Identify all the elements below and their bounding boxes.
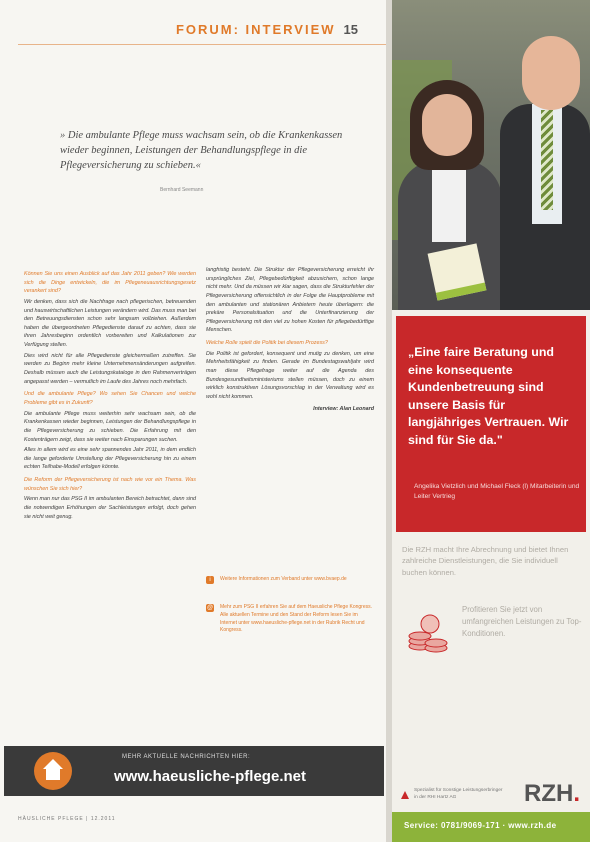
ad-text: Die RZH macht Ihre Abrechnung und bietet Ihnen zahlreiche Dienstleistungen, die Sie individuell buchen können.	[402, 545, 569, 577]
article-column-right	[206, 266, 374, 415]
section-title: FORUM: INTERVIEW	[175, 22, 336, 37]
interview-answer: Wir denken, dass sich die Nachfrage nach pflegerischen, betreuenden und hauswirtschaftlichen Leistungen verändern wird. Das muss man bei den Betreuungsdiensten schon sehr langsam vollziehen. Außerdem haben die übergeordneten Pflegedienste darauf zu achten, dass sie ihren Jahresbeginn ordentlich vorbereiten und Kalkulationen zur Verfügung stellen.	[24, 298, 196, 349]
info-icon: i	[206, 576, 214, 584]
ad-names: Angelika Vietzlich und Michael Fleck (l) Mitarbeiterin und Leiter Vertrieg	[414, 483, 580, 500]
rzh-logo: RZH.	[524, 780, 580, 807]
ad-quote-box	[396, 316, 586, 532]
info-box	[206, 576, 374, 584]
interview-answer: Dies wird nicht für alle Pflegedienste gleichermaßen zutreffen. Sie werden zu Beginn mehr kleine Unternehmensänderungen aufgreifen. Deshalb müssen auch die Leistungskataloge in den Rahmenverträgen angepasst werden – vermutlich im Laufe des Jahres noch mehrfach.	[24, 352, 196, 385]
header-rule	[18, 44, 386, 45]
interview-answer: Die ambulante Pflege muss weiterhin sehr wachsam sein, ob die Krankenkassen wieder beginnen, Leistungen der Behandlungspflege in die Pflegeversicherung zu schieben. Die Erfahrung mit den Kostenträgern zeigt, dass sie weiter nach Einsparungen suchen.	[24, 410, 196, 443]
banner-url[interactable]: www.haeusliche-pflege.net	[114, 768, 306, 785]
contact-bar[interactable]	[392, 812, 590, 842]
interview-answer: Wenn man nur das PSG II im ambulanten Bereich betrachtet, dann sind die notwendigen Erhöhungen der Sachleistungen erfolgt, doch gehen sie nicht weit genug.	[24, 496, 196, 520]
house-icon	[34, 752, 72, 790]
web-banner[interactable]	[4, 746, 384, 796]
rzh-logo-area	[396, 778, 586, 808]
contact-text[interactable]: Service: 0781/9069-171 · www.rzh.de	[404, 821, 557, 830]
web-icon: @	[206, 605, 214, 611]
info-box-text: Weitere Informationen zum Verband unter www.bvaep.de	[220, 576, 347, 582]
interview-question: Welche Rolle spielt die Politik bei diesem Prozess?	[206, 340, 328, 347]
leaf-icon	[400, 790, 410, 800]
banner-caption: MEHR AKTUELLE NACHRICHTEN HIER:	[122, 754, 251, 760]
interview-question: Können Sie uns einen Ausblick auf das Jahr 2011 geben? Wie werden sich die Dinge entwickeln, die im Pflegeneuausrichtungsgesetz verankert sind?	[24, 271, 196, 295]
page-number: 15	[343, 22, 358, 37]
article-column-left	[24, 266, 196, 523]
interview-answer: langfristig besteht. Die Struktur der Pflegeversicherung erreicht ihr ursprüngliches Ziel, Pflegebedürftigkeit abzusichern, schon lange nicht mehr. Und da müssen wir klar sagen, dass die Strukturfehler der Pflegeversicherung offensichtlich in der Folge die Hauptprobleme mit den ambulanten und stationären Anbietern heute überlagern: die prekäre Personalsituation und die Unterfinanzierung der Pflegeversicherung mit den viel zu hohen Kosten für pflegebedürftige Menschen.	[206, 267, 374, 334]
interview-answer: Alles in allem wird es eine sehr spannendes Jahr 2011, in dem endlich die lange geforderte Umstellung der Pflegeversicherung hin zu einem echten Teilhabe-Modell erfolgen könnte.	[24, 447, 196, 471]
coins-icon	[406, 612, 450, 656]
interview-question: Und die ambulante Pflege? Wo sehen Sie Chancen und welche Probleme gibt es in Zukunft?	[24, 391, 196, 406]
logo-caption: Spezialist für Sonstige Leistungserbringer in der RHI Hartz AG	[414, 788, 503, 800]
pull-quote-author: Bernhard Seemann	[160, 187, 204, 193]
section-header	[176, 22, 358, 37]
interview-answer: Die Politik ist gefordert, konsequent und mutig zu denken, um eine Mehrheitsfähigkeit zu finden. Gerade im Bundestagswahljahr wird man diese Pflegefrage weiter auf die Agenda des Bundesgesundheitsministeriums stellen müssen, doch zu einem wirklich konstruktiven Lösungsvorschlag in der Verwaltung wird es wohl nicht kommen.	[206, 350, 374, 400]
ad-offer-text: Profitieren Sie jetzt von umfangreichen Leistungen zu Top-Konditionen.	[462, 605, 582, 639]
ad-quote: „Eine faire Beratung und eine konsequente Kundenbetreuung sind unsere Basis für langjähriges Vertrauen. Wir sind für Sie da."	[408, 345, 569, 448]
interview-signature: Interview: Alan Leonard	[313, 405, 374, 412]
info-box	[206, 604, 374, 635]
pull-quote: » Die ambulante Pflege muss wachsam sein, ob die Krankenkassen wieder beginnen, Leistungen der Behandlungspflege in die Pflegeversicherung zu schieben.«	[60, 130, 343, 172]
advertisement	[392, 0, 590, 842]
info-box-text: Mehr zum PSG II erfahren Sie auf dem Haeusliche Pflege Kongress. Alle aktuellen Termine und den Stand der Reform lesen Sie im Internet unter www.haeusliche-pflege.net in der Rubrik Recht und Kongress.	[220, 604, 373, 634]
interview-question: Die Reform der Pflegeversicherung ist nach wie vor ein Thema. Was wünschen Sie sich hier?	[24, 477, 196, 492]
ad-photo	[392, 0, 590, 310]
page-footer: HÄUSLICHE PFLEGE | 12.2011	[18, 816, 116, 822]
